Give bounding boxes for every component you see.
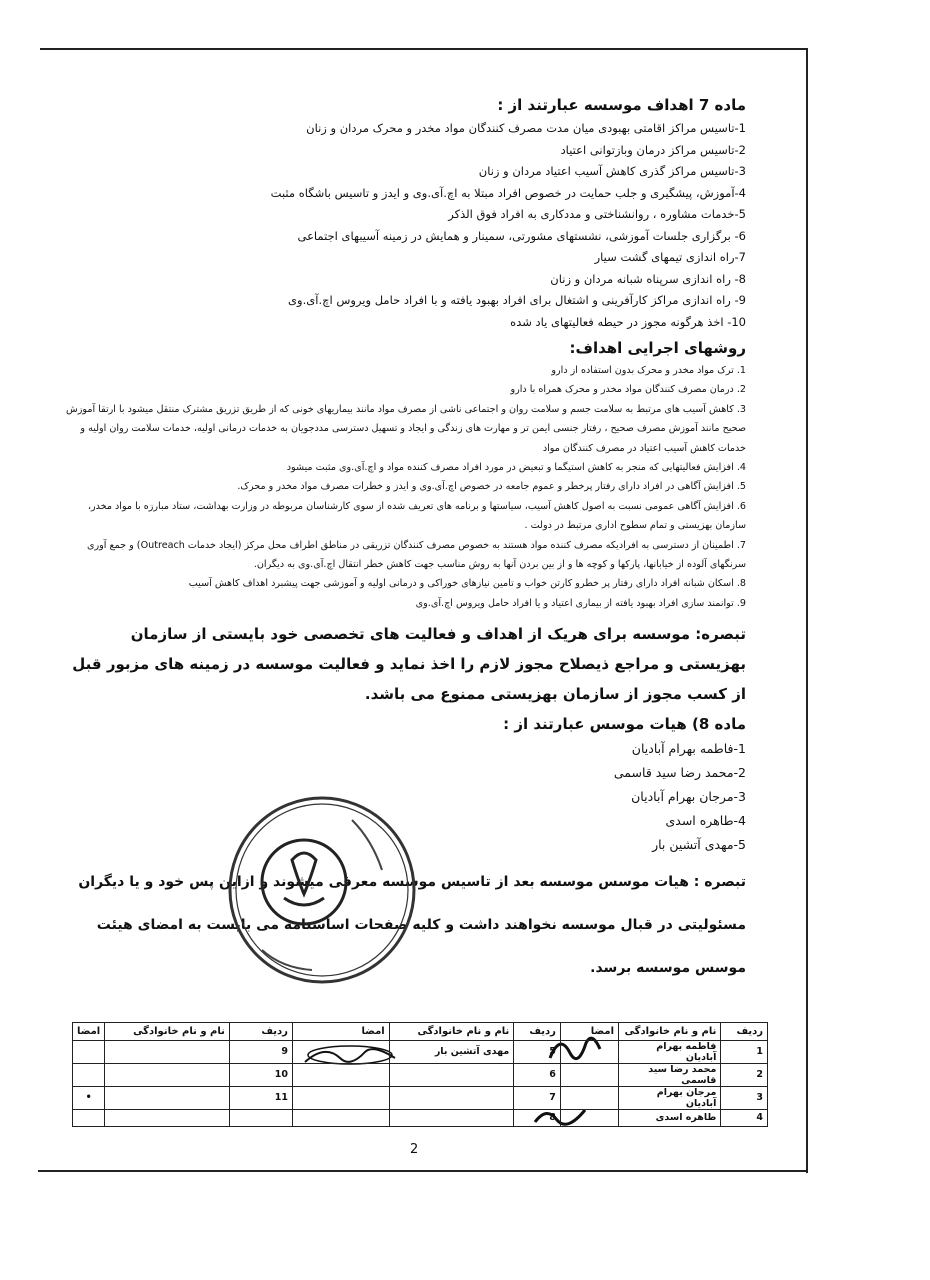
column-header: ردیف — [514, 1023, 561, 1041]
column-header: امضا — [292, 1023, 389, 1041]
goal-item: 6- برگزاری جلسات آموزشی، نشستهای مشورتی، سمینار و همایش در زمینه آسیبهای اجتماعی — [297, 228, 746, 243]
table-cell — [105, 1086, 230, 1109]
column-header: نام و نام خانوادگی — [105, 1023, 230, 1041]
founder-item: 5-مهدی آتشین بار — [652, 837, 746, 853]
table-cell — [560, 1063, 618, 1086]
table-cell: 1 — [721, 1040, 768, 1063]
table-cell — [389, 1086, 514, 1109]
founder-item: 2-محمد رضا سید قاسمی — [613, 765, 746, 781]
goal-item: 3-تاسیس مراکز گذری کاهش آسیب اعتیاد مردان و زنان — [478, 164, 746, 178]
table-cell: 9 — [229, 1040, 292, 1063]
table-cell — [389, 1109, 514, 1127]
table-row — [73, 1109, 768, 1127]
table-cell — [292, 1086, 389, 1109]
table-row — [73, 1063, 768, 1086]
method-item: 7. اطمینان از دسترسی به افرادیکه مصرف کننده مواد هستند به خصوص مصرف کنندگان تزریقی در مناطق اطراف محل مرکز (ایجاد خدمات Outreach) و جمع آوری سرنگهای آلوده از خیابانها، پارکها و کوچه ها و از بین بردن آنها به روش مناسب جهت کاهش خطر انتقال اچ.آی.وی به دیگران. — [87, 539, 746, 571]
methods-heading: روشهای اجرایی اهداف: — [569, 339, 746, 357]
methods-list — [60, 361, 746, 613]
table-cell: 4 — [721, 1109, 768, 1127]
method-item: 3. کاهش آسیب های مرتبط به سلامت جسم و سلامت روان و اجتماعی ناشی از مصرف مواد مانند بیماریهای خونی که از طریق تزریق مشترک منتقل میشود با ارتقا آموزش صحیح مانند آموزش مصرف صحیح ، رفتار جنسی ایمن تر و مهارت های زندگی و ایجاد و تسهیل دسترسی مددجویان به خدمات درمانی اولیه، خدمات سلامت روان اولیه و خدمات کاهش آسیب اعتیاد در مصرف کنندگان مواد — [66, 403, 746, 454]
table-cell: مهدی آتشین بار — [389, 1040, 514, 1063]
table-row — [73, 1086, 768, 1109]
method-item: 2. درمان مصرف کنندگان مواد مخدر و محرک همراه با دارو — [510, 384, 746, 396]
table-cell — [73, 1063, 105, 1086]
table-cell — [560, 1109, 618, 1127]
goal-item: 10- اخذ هرگونه مجوز در حیطه فعالیتهای یاد شده — [510, 314, 746, 329]
method-item: 6. افزایش آگاهی عمومی نسبت به اصول کاهش آسیب، سیاستها و برنامه های تعریف شده از سوی کارشناسان مربوطه در وزارت بهداشت، ستاد مبارزه با مواد مخدر، سازمان بهزیستی و تمام سطوح اداری مرتبط در دولت . — [87, 500, 746, 532]
column-header: نام و نام خانوادگی — [619, 1023, 721, 1041]
table-cell: 3 — [721, 1086, 768, 1109]
method-item: 1. ترک مواد مخدر و محرک بدون استفاده از دارو — [551, 365, 746, 376]
method-item: 8. اسکان شبانه افراد دارای رفتار پر خطرو کارتن خواب و تامین نیازهای خوراکی و درمانی اولیه و آموزشی جهت پیشبرد اهداف کاهش آسیب — [188, 578, 746, 590]
table-cell — [292, 1109, 389, 1127]
table-cell: 5 — [514, 1040, 561, 1063]
table-cell — [389, 1063, 514, 1086]
column-header: امضا — [560, 1023, 618, 1041]
table-cell: محمد رضا سید قاسمی — [619, 1063, 721, 1086]
table-cell — [73, 1040, 105, 1063]
goal-item: 1-تاسیس مراکز اقامتی بهبودی میان مدت مصرف کنندگان مواد مخدر و محرک مردان و زنان — [306, 121, 746, 135]
table-cell: فاطمه بهرام آبادیان — [619, 1040, 721, 1063]
signature-table — [72, 1022, 768, 1127]
goal-item: 2-تاسیس مراکز درمان وبازتوانی اعتیاد — [560, 142, 746, 157]
table-cell: 8 — [514, 1109, 561, 1127]
method-item: 4. افزایش فعالیتهایی که منجر به کاهش استیگما و تبعیض در مورد افراد مصرف کننده مواد و اچ.آی.وی مثبت میشود — [286, 462, 746, 474]
article8-heading: ماده 8) هیات موسس عبارتند از : — [503, 715, 746, 734]
goal-item: 8- راه اندازی سرپناه شبانه مردان و زنان — [550, 271, 746, 286]
table-cell — [73, 1109, 105, 1127]
table-cell: طاهره اسدی — [619, 1109, 721, 1127]
table-cell — [229, 1109, 292, 1127]
column-header: ردیف — [721, 1023, 768, 1041]
table-cell — [292, 1040, 389, 1063]
goal-item: 4-آموزش، پیشگیری و جلب حمایت در خصوص افراد مبتلا به اچ.آی.وی و ایدز و تاسیس باشگاه مثبت — [270, 185, 746, 200]
method-item: 9. توانمند سازی افراد بهبود یافته از بیماری اعتیاد و یا افراد حامل ویروس اچ.آی.وی — [415, 597, 746, 609]
table-row — [73, 1040, 768, 1063]
founder-item: 1-فاطمه بهرام آبادیان — [631, 741, 746, 757]
table-cell: 10 — [229, 1063, 292, 1086]
table-cell: 7 — [514, 1086, 561, 1109]
goals-list — [60, 118, 746, 333]
frame-right-line — [806, 48, 808, 1173]
frame-top-line — [40, 48, 808, 50]
table-cell: 6 — [514, 1063, 561, 1086]
official-seal — [222, 790, 422, 990]
table-cell: 11 — [229, 1086, 292, 1109]
page-number: 2 — [410, 1142, 419, 1157]
founder-item: 4-طاهره اسدی — [665, 813, 746, 829]
table-cell: 2 — [721, 1063, 768, 1086]
column-header: امضا — [73, 1023, 105, 1041]
column-header: ردیف — [229, 1023, 292, 1041]
table-header-row — [73, 1023, 768, 1041]
table-cell — [560, 1040, 618, 1063]
article7-heading: ماده 7 اهداف موسسه عبارتند از : — [497, 96, 746, 114]
table-cell — [105, 1109, 230, 1127]
table-cell — [560, 1086, 618, 1109]
goal-item: 7-راه اندازی تیمهای گشت سیار — [594, 250, 746, 264]
table-cell — [292, 1063, 389, 1086]
goal-item: 5-خدمات مشاوره ، روانشناختی و مددکاری به افراد فوق الذکر — [448, 207, 746, 221]
table-cell — [105, 1063, 230, 1086]
table-cell — [105, 1040, 230, 1063]
table-cell: مرجان بهرام آبادیان — [619, 1086, 721, 1109]
founder-item: 3-مرجان بهرام آبادیان — [631, 789, 746, 805]
article7-note: تبصره: موسسه برای هریک از اهداف و فعالیت های تخصصی خود بایستی از سازمان بهزیستی و مراجع ذیصلاح مجوز لازم را اخذ نماید و فعالیت موسسه در زمینه های مزبور قبل از کسب مجوز از سازمان بهزیستی ممنوع می باشد. — [72, 625, 746, 704]
frame-bottom-line — [38, 1170, 808, 1172]
method-item: 5. افزایش آگاهی در افراد دارای رفتار پرخطر و عموم جامعه در خصوص اچ.آی.وی و ایدز و خطرات مصرف مواد مخدر و محرک. — [237, 481, 746, 493]
column-header: نام و نام خانوادگی — [389, 1023, 514, 1041]
article8-note: تبصره : هیات موسس موسسه بعد از تاسیس موسسه معرفی میشوند و ازاین پس خود و یا دیگران مسئولیتی در قبال موسسه نخواهند داشت و کلیه صفحات اساسنامه می بایست به امضای هیئت موسس موسسه برسد. — [78, 874, 746, 977]
goal-item: 9- راه اندازی مراکز کارآفرینی و اشتغال برای افراد بهبود یافته و با افراد حامل ویروس اچ.آی.وی — [288, 293, 746, 307]
table-cell: • — [73, 1086, 105, 1109]
